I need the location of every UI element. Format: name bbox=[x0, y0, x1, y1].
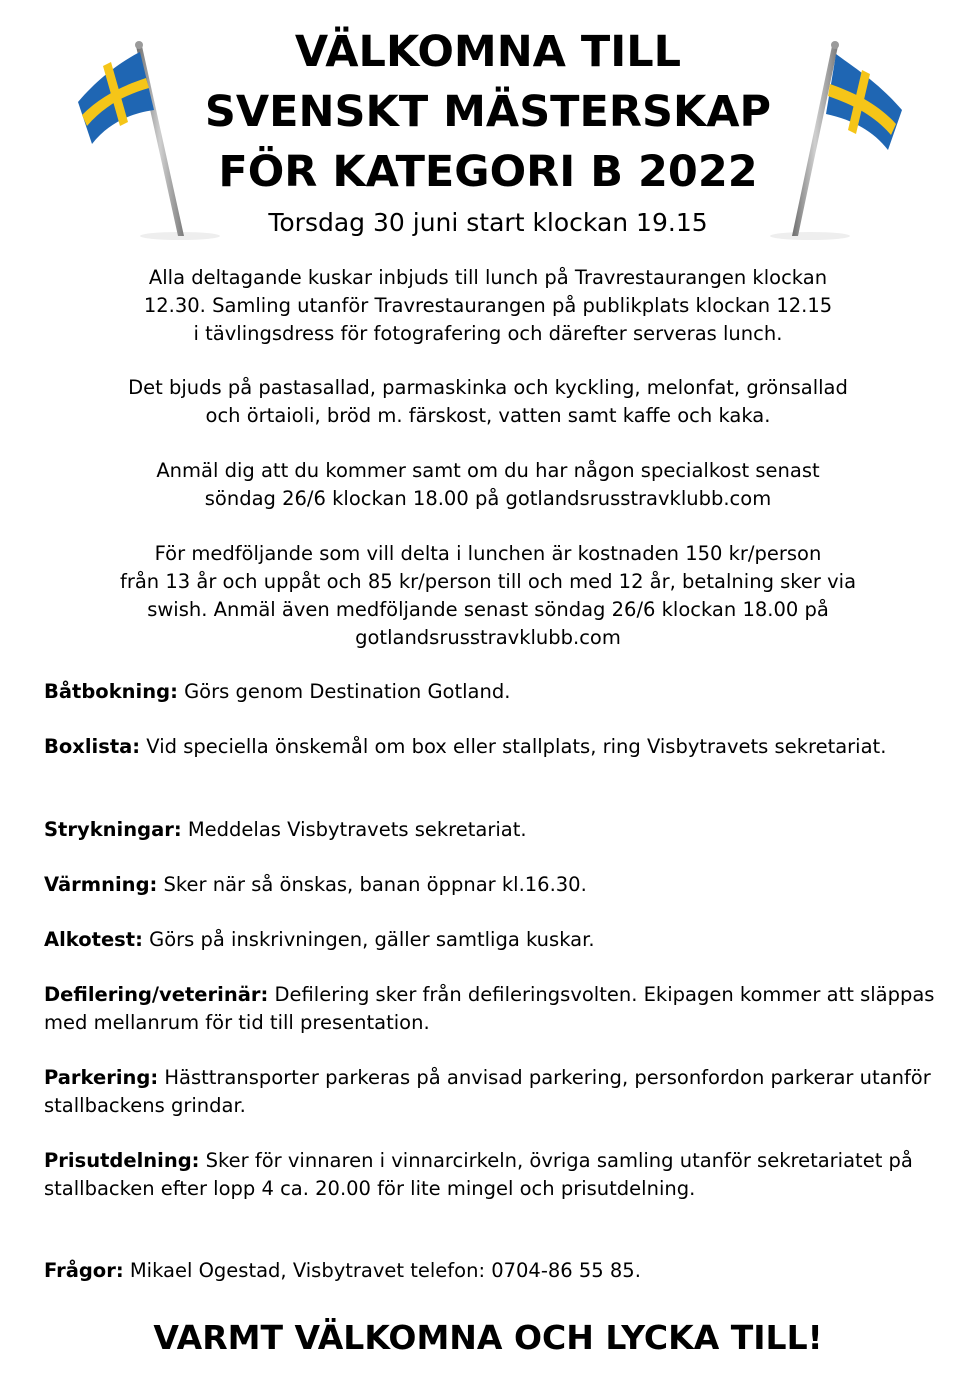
info-text: Vid speciella önskemål om box eller stallplats, ring Visbytravets sekretariat. bbox=[140, 735, 887, 758]
info-label: Båtbokning: bbox=[44, 680, 178, 703]
info-boxlista bbox=[44, 733, 944, 761]
info-strykningar bbox=[44, 816, 944, 844]
text-line: i tävlingsdress för fotografering och därefter serveras lunch. bbox=[193, 322, 783, 345]
info-batbokning bbox=[44, 678, 944, 706]
companion-cost bbox=[30, 540, 946, 652]
info-label: Alkotest: bbox=[44, 928, 143, 951]
text-line: För medföljande som vill delta i lunchen är kostnaden 150 kr/person bbox=[154, 542, 822, 565]
info-text: Görs genom Destination Gotland. bbox=[177, 680, 511, 703]
title-line: SVENSKT MÄSTERSKAP bbox=[204, 87, 772, 137]
text-line: söndag 26/6 klockan 18.00 på gotlandsrusstravklubb.com bbox=[204, 487, 772, 510]
title-line: VÄLKOMNA TILL bbox=[294, 27, 682, 77]
info-defilering bbox=[44, 981, 944, 1037]
text-line: Anmäl dig att du kommer samt om du har någon specialkost senast bbox=[156, 459, 820, 482]
info-label: Prisutdelning: bbox=[44, 1149, 200, 1172]
info-text: Mikael Ogestad, Visbytravet telefon: 0704-86 55 85. bbox=[123, 1259, 641, 1282]
text-line: gotlandsrusstravklubb.com bbox=[355, 626, 621, 649]
lunch-invitation bbox=[30, 264, 946, 348]
info-parkering bbox=[44, 1064, 944, 1120]
info-text: Görs på inskrivningen, gäller samtliga kuskar. bbox=[142, 928, 595, 951]
registration-note bbox=[30, 457, 946, 513]
info-label: Värmning: bbox=[44, 873, 158, 896]
text-line: swish. Anmäl även medföljande senast söndag 26/6 klockan 18.00 på bbox=[147, 598, 829, 621]
info-text: Meddelas Visbytravets sekretariat. bbox=[181, 818, 527, 841]
event-date: Torsdag 30 juni start klockan 19.15 bbox=[268, 208, 708, 237]
text-line: 12.30. Samling utanför Travrestaurangen på publikplats klockan 12.15 bbox=[143, 294, 833, 317]
page-title bbox=[0, 22, 976, 202]
info-label: Boxlista: bbox=[44, 735, 141, 758]
info-label: Parkering: bbox=[44, 1066, 159, 1089]
title-line: FÖR KATEGORI B 2022 bbox=[218, 147, 758, 197]
info-alkotest bbox=[44, 926, 944, 954]
info-text: Sker när så önskas, banan öppnar kl.16.30. bbox=[157, 873, 587, 896]
info-text: Sker för vinnaren i vinnarcirkeln, övriga samling utanför sekretariatet på stallbacken efter lopp 4 ca. 20.00 för lite mingel och prisutdelning. bbox=[44, 1149, 913, 1200]
info-text: Hästtransporter parkeras på anvisad parkering, personfordon parkerar utanför stallbackens grindar. bbox=[44, 1066, 931, 1117]
text-line: från 13 år och uppåt och 85 kr/person till och med 12 år, betalning sker via bbox=[119, 570, 857, 593]
text-line: och örtaioli, bröd m. färskost, vatten samt kaffe och kaka. bbox=[205, 404, 771, 427]
info-label: Strykningar: bbox=[44, 818, 182, 841]
info-label: Defilering/veterinär: bbox=[44, 983, 269, 1006]
text-line: Det bjuds på pastasallad, parmaskinka och kyckling, melonfat, grönsallad bbox=[128, 376, 848, 399]
menu-description bbox=[30, 374, 946, 430]
info-varmning bbox=[44, 871, 944, 899]
info-fragor bbox=[44, 1257, 944, 1285]
text-line: Alla deltagande kuskar inbjuds till lunch på Travrestaurangen klockan bbox=[148, 266, 828, 289]
closing-greeting: VARMT VÄLKOMNA OCH LYCKA TILL! bbox=[153, 1318, 823, 1357]
info-label: Frågor: bbox=[44, 1259, 124, 1282]
info-prisutdelning bbox=[44, 1147, 944, 1203]
info-text: Defilering sker från defileringsvolten. Ekipagen kommer att släppas med mellanrum för tid till presentation. bbox=[44, 983, 935, 1034]
